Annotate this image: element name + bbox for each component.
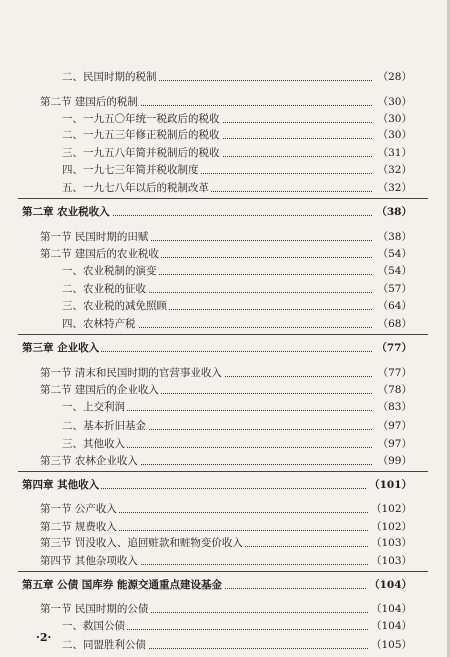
toc-subitem-row (0, 418, 450, 434)
toc-entry-label: 一、农业税制的演变 (62, 265, 157, 277)
toc-entry-label: 四、农林特产税 (62, 318, 136, 330)
toc-entry-page: （54） (377, 248, 412, 260)
toc-entry-page: （54） (377, 265, 412, 277)
toc-section-row (0, 94, 450, 110)
toc-entry-page: （32） (377, 164, 412, 176)
toc-entry-page: （64） (377, 300, 412, 312)
toc-subitem-row (0, 436, 450, 452)
toc-entry-label: 第二节 建国后的农业税收 (40, 248, 159, 260)
toc-subitem-row (0, 263, 450, 279)
toc-entry-label: 第一节 民国时期的公债 (40, 603, 149, 615)
toc-entry-label: 第三节 罚没收入、追回赃款和赃物变价收入 (40, 537, 243, 549)
toc-section-row (0, 229, 450, 245)
toc-entry-label: 第二章 农业税收入 (22, 206, 110, 218)
toc-subitem-row (0, 145, 450, 161)
toc-entry-page: （104） (370, 620, 412, 632)
toc-subitem-row (0, 316, 450, 332)
toc-entry-page: （105） (370, 639, 412, 651)
toc-subitem-row (0, 162, 450, 178)
toc-section-row (0, 382, 450, 398)
toc-entry-label: 五、一九七八年以后的税制改革 (62, 182, 209, 194)
toc-section-row (0, 365, 450, 381)
toc-entry-label: 第四节 其他杂项收入 (40, 555, 138, 567)
toc-entry-label: 三、一九五八年简并税制后的税收 (62, 147, 220, 159)
toc-entry-page: （97） (377, 438, 412, 450)
toc-entry-page: （77） (377, 367, 412, 379)
toc-entry-label: 第二节 建国后的企业收入 (40, 384, 159, 396)
toc-entry-label: 第一节 公产收入 (40, 503, 117, 515)
toc-section-row (0, 519, 450, 535)
toc-entry-label: 第一节 民国时期的田赋 (40, 231, 149, 243)
chapter-separator-rule (18, 198, 428, 199)
toc-entry-label: 四、一九七三年简并税收制度 (62, 164, 199, 176)
toc-subitem-row (0, 618, 450, 634)
toc-entry-page: （32） (377, 182, 412, 194)
toc-entry-page: （104） (369, 579, 412, 591)
toc-entry-page: （102） (370, 521, 412, 533)
toc-entry-page: （99） (377, 455, 412, 467)
toc-section-row (0, 553, 450, 569)
toc-entry-page: （104） (370, 603, 412, 615)
toc-entry-label: 二、同盟胜利公债 (62, 639, 146, 651)
toc-entry-page: （103） (370, 555, 412, 567)
toc-subitem-row (0, 111, 450, 127)
toc-section-row (0, 246, 450, 262)
toc-entry-label: 第五章 公债 国库券 能源交通重点建设基金 (22, 579, 222, 591)
toc-entry-label: 二、农业税的征收 (62, 283, 146, 295)
toc-subitem-row (0, 127, 450, 143)
chapter-separator-rule (18, 571, 428, 572)
toc-entry-label: 二、民国时期的税制 (62, 71, 157, 83)
toc-entry-label: 第二节 规费收入 (40, 521, 117, 533)
toc-entry-page: （30） (377, 129, 412, 141)
toc-subitem-row (0, 281, 450, 297)
toc-entry-page: （30） (377, 96, 412, 108)
toc-entry-page: （103） (370, 537, 412, 549)
toc-entry-page: （38） (376, 206, 412, 218)
toc-chapter-row (0, 577, 450, 593)
toc-entry-label: 第二节 建国后的税制 (40, 96, 138, 108)
toc-section-row (0, 601, 450, 617)
toc-entry-page: （101） (369, 479, 412, 491)
toc-entry-page: （102） (370, 503, 412, 515)
toc-entry-page: （30） (377, 113, 412, 125)
chapter-separator-rule (18, 471, 428, 472)
toc-subitem-row (0, 298, 450, 314)
toc-entry-page: （31） (377, 147, 412, 159)
toc-subitem-row (0, 399, 450, 415)
toc-chapter-row (0, 204, 450, 220)
toc-section-row (0, 501, 450, 517)
toc-section-row (0, 535, 450, 551)
toc-entry-label: 二、基本折旧基金 (62, 420, 146, 432)
toc-entry-label: 第三章 企业收入 (22, 342, 100, 354)
toc-entry-page: （83） (377, 401, 412, 413)
toc-entry-label: 第四章 其他收入 (22, 479, 100, 491)
toc-subitem-row (0, 180, 450, 196)
toc-entry-page: （28） (377, 71, 412, 83)
toc-section-row (0, 453, 450, 469)
toc-entry-page: （97） (377, 420, 412, 432)
toc-entry-label: 一、一九五〇年统一税政后的税收 (62, 113, 220, 125)
toc-entry-label: 三、其他收入 (62, 438, 125, 450)
toc-entry-page: （77） (376, 342, 412, 354)
toc-subitem-row (0, 69, 450, 85)
chapter-separator-rule (18, 334, 428, 335)
toc-entry-label: 第三节 农林企业收入 (40, 455, 138, 467)
toc-subitem-row (0, 637, 450, 653)
toc-entry-page: （68） (377, 318, 412, 330)
toc-entry-page: （57） (377, 283, 412, 295)
toc-entry-label: 一、上交利润 (62, 401, 125, 413)
toc-entry-label: 二、一九五三年修正税制后的税收 (62, 129, 220, 141)
toc-chapter-row (0, 477, 450, 493)
toc-entry-page: （78） (377, 384, 412, 396)
toc-chapter-row (0, 340, 450, 356)
toc-entry-label: 第一节 清末和民国时期的官营事业收入 (40, 367, 222, 379)
toc-entry-page: （38） (377, 231, 412, 243)
footer-page-number: ·2· (36, 631, 52, 644)
toc-entry-label: 一、救国公债 (62, 620, 125, 632)
toc-entry-label: 三、农业税的减免照顾 (62, 300, 167, 312)
